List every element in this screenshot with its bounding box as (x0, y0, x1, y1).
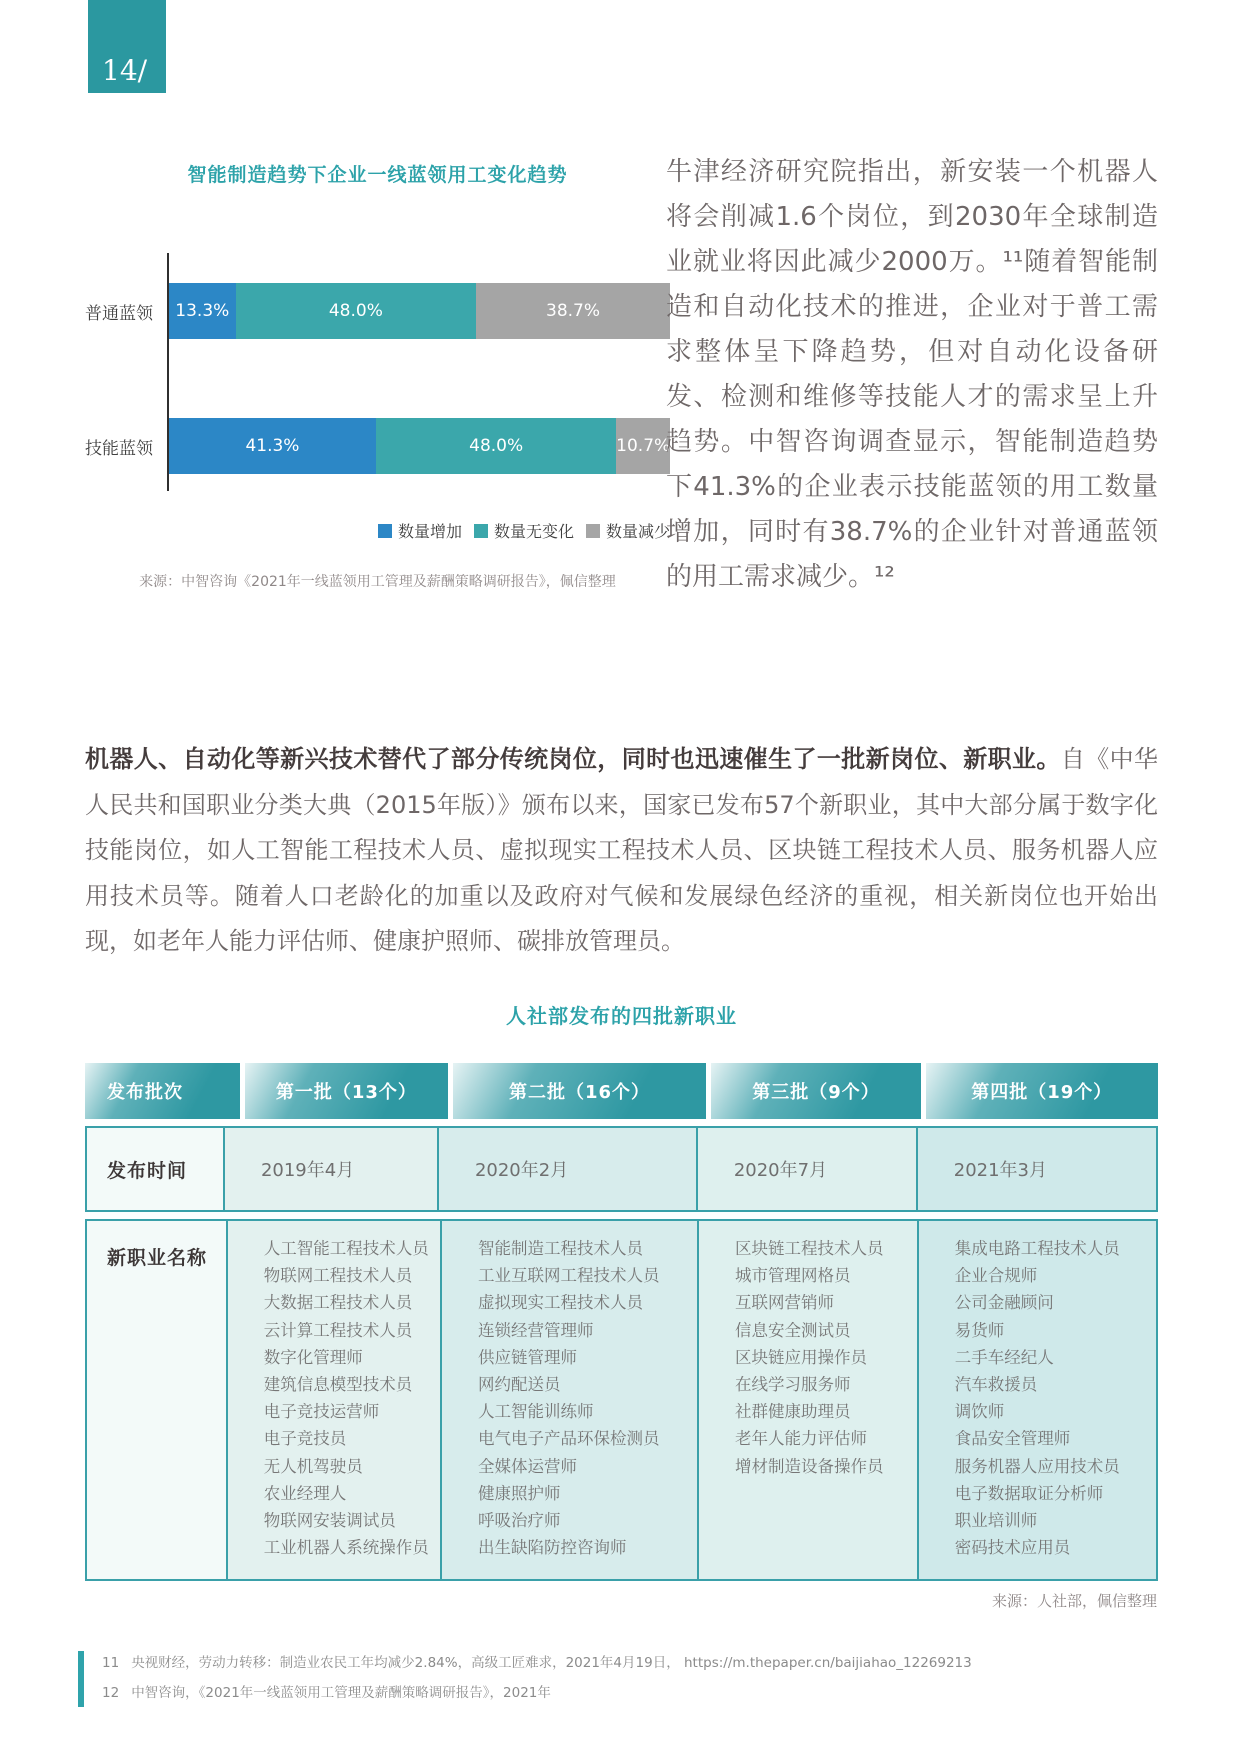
job-item: 农业经理人 (263, 1483, 347, 1503)
table-row-date (85, 1126, 1158, 1212)
legend-item (378, 519, 462, 542)
job-item: 增材制造设备操作员 (734, 1456, 884, 1476)
job-item: 互联网营销师 (734, 1293, 834, 1313)
legend-swatch-icon (586, 524, 600, 538)
chart-legend (378, 519, 670, 542)
job-item: 工业机器人系统操作员 (263, 1538, 429, 1558)
table-row-jobs (85, 1219, 1158, 1581)
chart-bar-row (85, 283, 670, 339)
bar-segment: 48.0% (376, 418, 616, 474)
body-paragraph (85, 737, 1158, 965)
chart-section (85, 160, 670, 591)
footnotes (78, 1648, 1168, 1708)
job-item: 服务机器人应用技术员 (954, 1456, 1120, 1476)
legend-swatch-icon (474, 524, 488, 538)
job-item: 区块链应用操作员 (734, 1347, 867, 1367)
job-item: 职业培训师 (954, 1511, 1038, 1531)
row-label-jobs: 新职业名称 (87, 1221, 226, 1579)
category-label: 普通蓝领 (85, 303, 153, 324)
job-item: 在线学习服务师 (734, 1375, 851, 1395)
job-item: 虚拟现实工程技术人员 (477, 1293, 643, 1313)
job-item: 供应链管理师 (477, 1347, 577, 1367)
stacked-bar (169, 418, 670, 474)
job-item: 汽车救援员 (954, 1375, 1038, 1395)
footnote-text: 中智咨询，《2021年一线蓝领用工管理及薪酬策略调研报告》，2021年 (131, 1685, 551, 1701)
job-item: 社群健康助理员 (734, 1402, 851, 1422)
job-item: 连锁经营管理师 (477, 1320, 594, 1340)
job-item: 区块链工程技术人员 (734, 1239, 884, 1258)
chart-title: 智能制造趋势下企业一线蓝领用工变化趋势 (187, 164, 568, 186)
header-cell-batch-1: 第一批（13个） (245, 1063, 447, 1119)
footnote (102, 1648, 1168, 1678)
job-item: 物联网工程技术人员 (263, 1266, 413, 1286)
job-item: 呼吸治疗师 (477, 1511, 561, 1531)
job-item: 健康照护师 (477, 1483, 561, 1503)
body-rest-text: 自《中华人民共和国职业分类大典（2015年版）》颁布以来，国家已发布57个新职业，其中大部分属于数字化技能岗位，如人工智能工程技术人员、虚拟现实工程技术人员、区块链工程技术人员、服务机器人应用技术员等。随着人口老龄化的加重以及政府对气候和发展绿色经济的重视，相关新岗位也开始出现，如老年人能力评估师、健康护照师、碳排放管理员。 (85, 745, 1158, 955)
footnote-text: 央视财经，劳动力转移：制造业农民工年均减少2.84%，高级工匠难求，2021年4月19日， https://m.thepaper.cn/baijiahao_12269213 (131, 1655, 972, 1671)
job-item: 食品安全管理师 (954, 1429, 1071, 1449)
job-item: 城市管理网格员 (734, 1266, 851, 1286)
footnote-number: 11 (102, 1655, 120, 1671)
stacked-bar (169, 283, 670, 339)
job-item: 集成电路工程技术人员 (954, 1239, 1120, 1258)
job-item: 信息安全测试员 (734, 1320, 851, 1340)
job-item: 网约配送员 (477, 1375, 561, 1395)
job-item: 人工智能工程技术人员 (263, 1239, 429, 1258)
bar-segment: 13.3% (169, 283, 236, 339)
date-cell: 2020年2月 (437, 1128, 696, 1210)
row-label-date: 发布时间 (87, 1128, 223, 1210)
job-item: 电子竞技员 (263, 1429, 347, 1449)
body-lead-bold: 机器人、自动化等新兴技术替代了部分传统岗位，同时也迅速催生了一批新岗位、新职业。 (85, 745, 1061, 773)
job-item: 大数据工程技术人员 (263, 1293, 413, 1313)
job-item: 二手车经纪人 (954, 1347, 1054, 1367)
job-item: 建筑信息模型技术员 (263, 1375, 413, 1395)
new-occupations-table (85, 1063, 1158, 1581)
header-cell-batch-3: 第三批（9个） (711, 1063, 920, 1119)
footnote-number: 12 (102, 1685, 120, 1701)
chart-source: 来源：中智咨询《2021年一线蓝领用工管理及薪酬策略调研报告》，佩信整理 (139, 574, 616, 590)
header-cell-batch-4: 第四批（19个） (926, 1063, 1158, 1119)
job-item: 全媒体运营师 (477, 1456, 577, 1476)
legend-item (586, 519, 670, 542)
legend-label: 数量无变化 (493, 522, 574, 541)
table-title: 人社部发布的四批新职业 (506, 1004, 737, 1028)
footnote-accent-bar (78, 1651, 84, 1707)
job-item: 电气电子产品环保检测员 (477, 1429, 660, 1449)
jobs-list-batch-4 (917, 1221, 1156, 1579)
legend-swatch-icon (378, 524, 392, 538)
footnote (102, 1678, 1168, 1708)
job-item: 云计算工程技术人员 (263, 1320, 413, 1340)
table-header-row (85, 1063, 1158, 1119)
header-cell-batch: 发布批次 (85, 1063, 240, 1119)
job-item: 老年人能力评估师 (734, 1429, 867, 1449)
job-item: 电子数据取证分析师 (954, 1483, 1104, 1503)
category-label: 技能蓝领 (85, 438, 153, 459)
header-cell-batch-2: 第二批（16个） (453, 1063, 707, 1119)
table-source: 来源：人社部，佩信整理 (991, 1592, 1157, 1610)
job-item: 企业合规师 (954, 1266, 1038, 1286)
job-item: 工业互联网工程技术人员 (477, 1266, 660, 1286)
page-number-badge: 14/ (88, 0, 166, 93)
date-cell: 2021年3月 (916, 1128, 1156, 1210)
job-item: 易货师 (954, 1320, 1005, 1340)
jobs-list-batch-2 (440, 1221, 697, 1579)
legend-label: 数量增加 (397, 522, 462, 541)
job-item: 物联网安装调试员 (263, 1511, 396, 1531)
job-item: 电子竞技运营师 (263, 1402, 380, 1422)
bar-segment: 48.0% (236, 283, 476, 339)
job-item: 人工智能训练师 (477, 1402, 594, 1422)
date-cell: 2020年7月 (696, 1128, 916, 1210)
date-cell: 2019年4月 (223, 1128, 437, 1210)
job-item: 调饮师 (954, 1402, 1005, 1422)
chart-bar-row (85, 418, 670, 474)
jobs-list-batch-1 (226, 1221, 440, 1579)
sidebar-paragraph: 牛津经济研究院指出，新安装一个机器人将会削减1.6个岗位，到2030年全球制造业就业将因此减少2000万。¹¹随着智能制造和自动化技术的推进，企业对于普工需求整体呈下降趋势，但对自动化设备研发、检测和维修等技能人才的需求呈上升趋势。中智咨询调查显示，智能制造趋势下41.3%的企业表示技能蓝领的用工数量增加，同时有38.7%的企业针对普通蓝领的用工需求减少。¹² (666, 157, 1158, 592)
bar-segment: 10.7% (616, 418, 670, 474)
legend-label: 数量减少 (605, 522, 670, 541)
job-item: 无人机驾驶员 (263, 1456, 363, 1476)
job-item: 智能制造工程技术人员 (477, 1239, 643, 1258)
jobs-list-batch-3 (697, 1221, 917, 1579)
bar-segment: 41.3% (169, 418, 376, 474)
job-item: 数字化管理师 (263, 1347, 363, 1367)
job-item: 出生缺陷防控咨询师 (477, 1538, 627, 1558)
legend-item (474, 519, 574, 542)
chart-area (85, 213, 670, 541)
job-item: 密码技术应用员 (954, 1538, 1071, 1558)
bar-segment: 38.7% (476, 283, 670, 339)
job-item: 公司金融顾问 (954, 1293, 1054, 1313)
